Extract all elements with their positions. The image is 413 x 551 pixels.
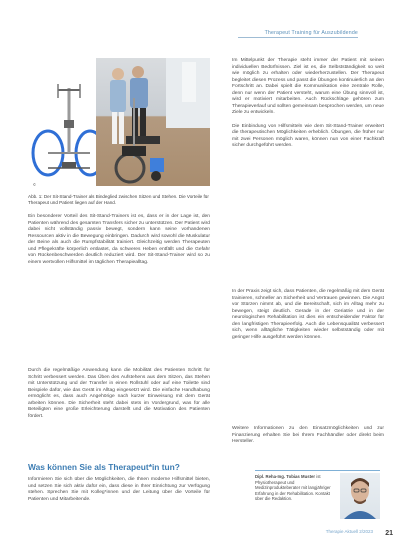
author-text [255, 474, 337, 502]
author-rule [255, 470, 380, 471]
paragraph: Weitere Informationen zu den Einsatzmöglichkeiten und zur Finanzierung erhalten Sie bei Ihrem Fachhändler oder direkt beim Hersteller. [232, 426, 384, 445]
therapy-scene-photo [96, 58, 210, 186]
left-column-text-2 [28, 368, 210, 427]
section-heading: Was können Sie als Therapeut*in tun? [28, 462, 180, 472]
page-number: 21 [385, 530, 393, 537]
author-portrait [340, 473, 380, 519]
paragraph: Im Mittelpunkt der Therapie steht immer der Patient mit seinen individuellen Bedürfnissen. Ziel ist es, die Selbstständigkeit so weit wie möglich zu erhalten oder wiederherzustellen. Der Therapeut begleitet diesen Prozess und passt die Übungen kontinuierlich an den Fortschritt an. Dabei spielt die Kommunikation eine zentrale Rolle, denn nur wenn der Patient versteht, warum eine Übung sinnvoll ist, wird er motiviert mitarbeiten. Auch Rückschläge gehören zum Therapieverlauf und sollten gemeinsam besprochen werden, um neue Ziele zu entwickeln. [232, 58, 384, 116]
photo-caption: Abb. 1: Der Sit-Stand-Trainer als Bindeglied zwischen Sitzen und Stehen. Die Vorteile für Therapeut und Patient liegen auf der Hand. [28, 194, 209, 205]
paragraph: In der Praxis zeigt sich, dass Patienten, die regelmäßig mit dem Gerät trainieren, schneller an Sicherheit und Vertrauen gewinnen. Die Angst vor Stürzen nimmt ab, und die Bereitschaft, sich im Alltag mehr zu bewegen, steigt deutlich. Gerade in der Geriatrie und in der neurologischen Rehabilitation ist dies ein entscheidender Faktor für den langfristigen Therapieerfolg. Auch die Lebensqualität verbessert sich, wenn alltägliche Tätigkeiten wieder selbstständig oder mit geringer Hilfe ausgeführt werden können. [232, 289, 384, 340]
photo-copyright: © [33, 182, 36, 187]
footer-issue: Therapie Aktuell 2/2023 [325, 529, 373, 534]
paragraph: Informieren Sie sich über die Möglichkeiten, die Ihnen moderne Hilfsmittel bieten, und setzen Sie sich aktiv dafür ein, dass diese in Ihrer Einrichtung zur Verfügung stehen. Sprechen Sie mit Kolleg*innen und der Leitung über die Vorteile für Patienten und Mitarbeitende. [28, 477, 210, 502]
author-name: Dipl. Reha-Ing. Tobias Muster [255, 474, 316, 479]
right-column-text-2 [232, 289, 384, 348]
paragraph: Die Einbindung von Hilfsmitteln wie dem Sit-Stand-Trainer erweitert die therapeutischen Möglichkeiten erheblich. Übungen, die früher nur mit zwei Personen möglich waren, können nun von einer Fachkraft sicher durchgeführt werden. [232, 123, 384, 149]
left-column-text-1 [28, 214, 210, 273]
header-rule [238, 37, 358, 38]
author-box [255, 470, 380, 520]
left-column-text-3 [28, 477, 210, 510]
right-column-text-3 [232, 426, 384, 452]
paragraph: Durch die regelmäßige Anwendung kann die Mobilität des Patienten Schritt für Schritt verbessert werden. Das Üben des Aufstehens aus dem Sitzen, das Stehen mit Unterstützung und der Transfer in einen Rollstuhl oder auf eine Toilette sind Beispiele dafür, wie das Gerät im Alltag eingesetzt wird. Die einfache Handhabung ermöglicht es, dass auch Angehörige nach kurzer Einweisung mit dem Gerät arbeiten können. Die Sicherheit steht dabei stets im Vordergrund, was für alle Beteiligten eine große Erleichterung darstellt und die Motivation des Patienten fördert. [28, 368, 210, 419]
article-photo [28, 58, 210, 186]
right-column-text-1 [232, 58, 384, 156]
author-bio: ist Physiotherapeut und Medizinprodukteberater mit langjähriger Erfahrung in der Rehabilitation. Kontakt über die Redaktion. [255, 474, 331, 501]
header-tag: Therapeut Training für Auszubildende [264, 30, 358, 36]
paragraph: Ein besonderer Vorteil des Sit-Stand-Trainers ist es, dass er in der Lage ist, den Patienten während des gesamten Transfers sicher zu unterstützen. Der Patient wird dabei nicht vollständig passiv bewegt, sondern kann seine vorhandenen Ressourcen aktiv in die Bewegung einbringen. Dadurch wird sowohl die Muskulatur der Beine als auch die Rumpfstabilität trainiert. Gleichzeitig werden Therapeuten und Pflegekräfte körperlich entlastet, da schweres Heben entfällt und die Gefahr von Rückenbeschwerden deutlich reduziert wird. Der Sit-Stand-Trainer wird so zu einem wertvollen Hilfsmittel im täglichen Therapiealltag. [28, 214, 210, 265]
